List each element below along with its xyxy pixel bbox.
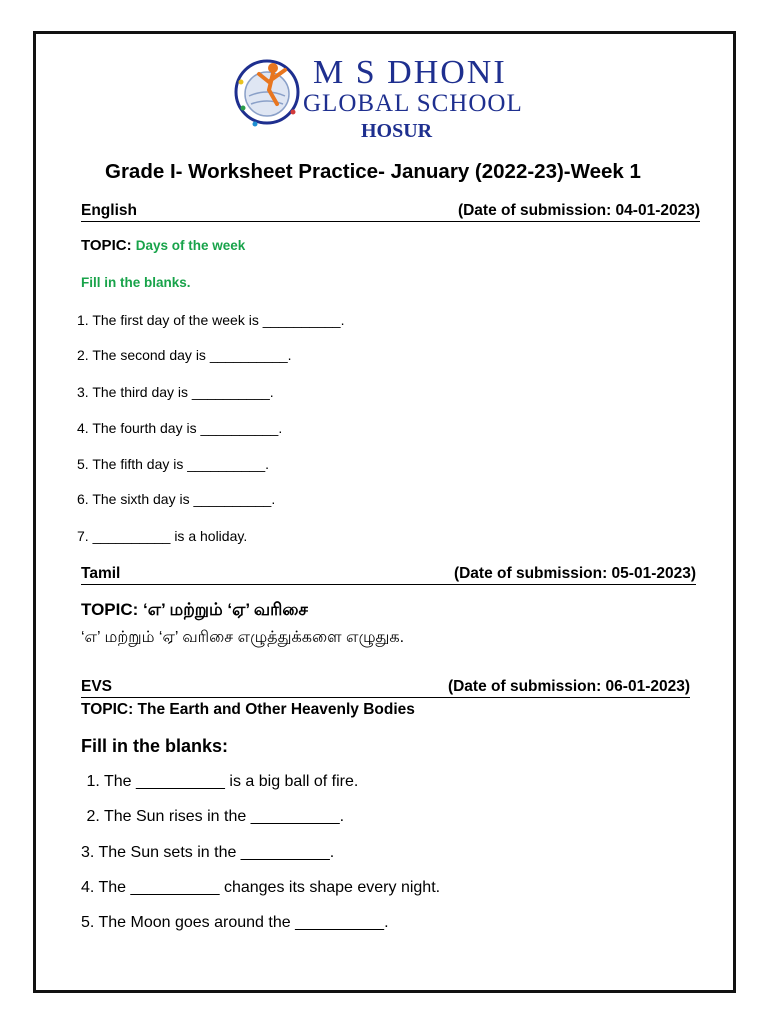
english-header — [81, 201, 700, 222]
school-logo-icon — [233, 52, 305, 132]
english-question-7: 7. __________ is a holiday. — [77, 528, 248, 544]
evs-submission-date: (Date of submission: 06-01-2023) — [447, 678, 690, 695]
evs-heading: Fill in the blanks: — [81, 736, 229, 756]
english-question-5: 5. The fifth day is __________. — [77, 456, 269, 472]
evs-question-1: 1. The __________ is a big ball of fire. — [82, 773, 359, 790]
english-question-3: 3. The third day is __________. — [77, 384, 274, 400]
tamil-subject: Tamil — [81, 565, 121, 582]
tamil-header — [81, 564, 696, 585]
school-name-line2: GLOBAL SCHOOL — [303, 90, 523, 117]
evs-subject: EVS — [81, 678, 113, 695]
school-location: HOSUR — [361, 120, 433, 142]
evs-topic: TOPIC: The Earth and Other Heavenly Bodies — [81, 701, 415, 718]
english-question-6: 6. The sixth day is __________. — [77, 491, 276, 507]
english-topic — [81, 237, 245, 254]
evs-question-3: 3. The Sun sets in the __________. — [81, 844, 335, 861]
evs-question-5: 5. The Moon goes around the __________. — [81, 914, 389, 931]
worksheet-title: Grade I- Worksheet Practice- January (2022-23)-Week 1 — [105, 160, 641, 183]
english-topic-text: Days of the week — [135, 238, 246, 253]
school-name-line1: M S DHONI — [313, 54, 507, 91]
evs-question-2: 2. The Sun rises in the __________. — [82, 808, 345, 825]
tamil-instruction: ‘எ’ மற்றும் ‘ஏ’ வரிசை எழுத்துக்களை எழுதுக. — [81, 629, 405, 646]
english-question-1: 1. The first day of the week is __________. — [77, 312, 345, 328]
english-subject: English — [81, 202, 137, 219]
english-question-2: 2. The second day is __________. — [77, 347, 292, 363]
evs-header — [81, 677, 690, 698]
english-topic-label: TOPIC: — [81, 237, 132, 254]
english-instruction: Fill in the blanks. — [81, 275, 191, 290]
english-question-4: 4. The fourth day is __________. — [77, 420, 283, 436]
tamil-topic: TOPIC: ‘எ’ மற்றும் ‘ஏ’ வரிசை — [81, 600, 308, 619]
english-submission-date: (Date of submission: 04-01-2023) — [457, 202, 700, 219]
tamil-submission-date: (Date of submission: 05-01-2023) — [453, 565, 696, 582]
evs-question-4: 4. The __________ changes its shape every night. — [81, 879, 441, 896]
